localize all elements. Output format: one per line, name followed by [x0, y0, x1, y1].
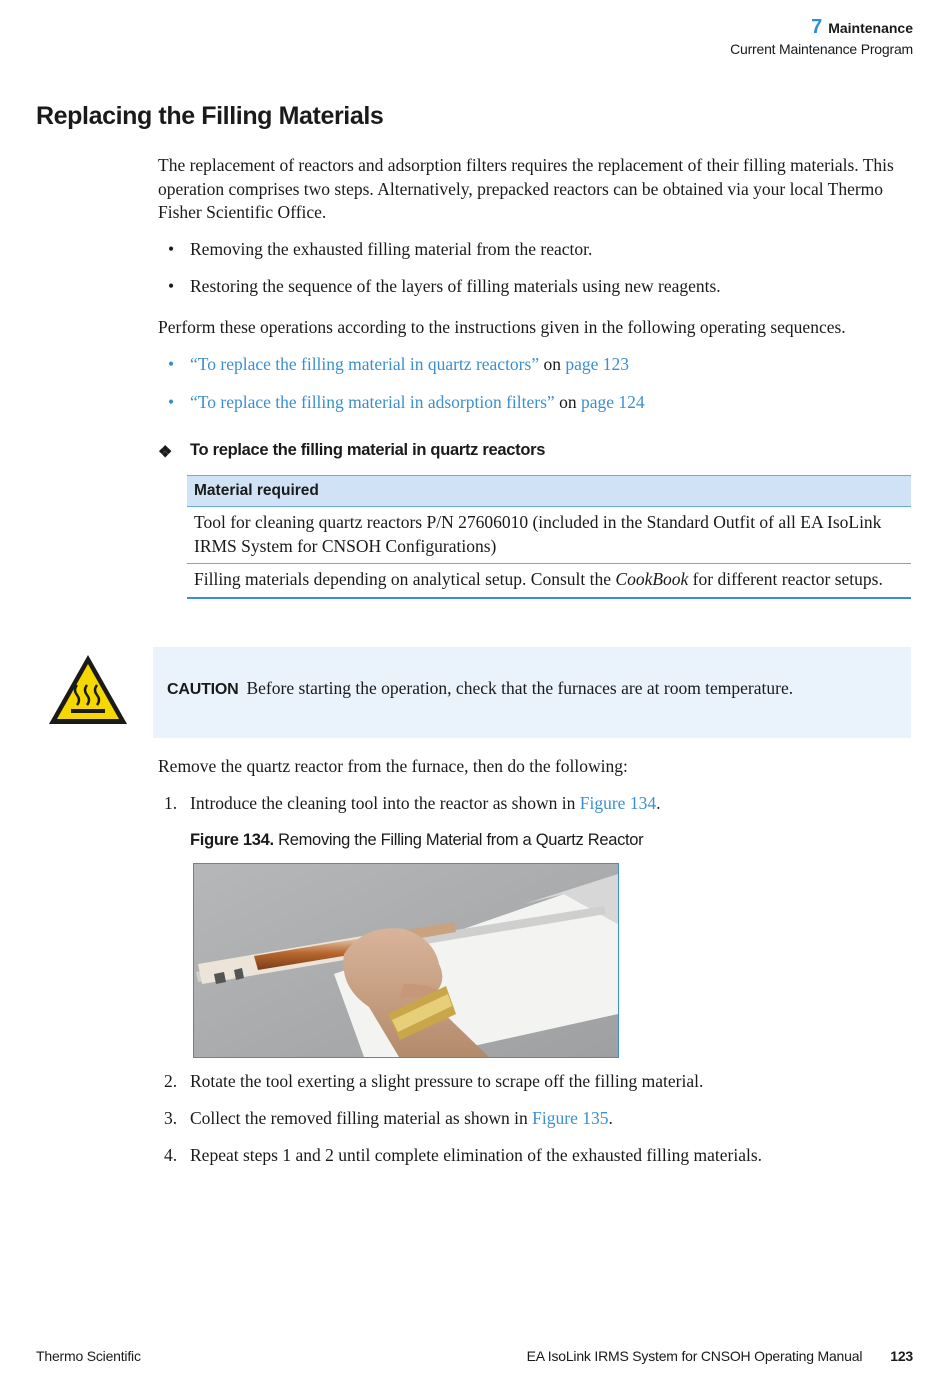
link-page-124[interactable]: page 124 [580, 392, 645, 412]
diamond-bullet-icon: ❖ [158, 444, 173, 461]
link-adsorption-filters[interactable]: “To replace the filling material in adsorption filters” [190, 392, 555, 412]
bullet-icon: • [168, 239, 175, 259]
link-page-123[interactable]: page 123 [565, 354, 630, 374]
table-row: Filling materials depending on analytical setup. Consult the CookBook for different reactor setups. [187, 564, 911, 598]
bullet-icon: • [168, 392, 175, 412]
figure-caption: Figure 134. Removing the Filling Material from a Quartz Reactor [190, 831, 644, 849]
link-figure-135[interactable]: Figure 135 [532, 1108, 609, 1128]
material-table [187, 475, 911, 599]
chapter-title: Maintenance [828, 20, 913, 36]
table-row: Tool for cleaning quartz reactors P/N 27606010 (included in the Standard Outfit of all EA IsoLink IRMS System for CNSOH Configurations) [187, 507, 911, 564]
section-title: Current Maintenance Program [730, 41, 913, 57]
intro-paragraph: The replacement of reactors and adsorption filters requires the replacement of their filling materials. This operation comprises two steps. Alternatively, prepacked reactors can be obtained via your local Thermo Fisher Scientific Office. [158, 155, 894, 222]
table-header: Material required [187, 476, 911, 507]
hot-surface-warning-icon [47, 653, 129, 727]
reactor-photo [193, 863, 619, 1058]
remove-paragraph: Remove the quartz reactor from the furnace, then do the following: [158, 756, 628, 776]
footer-manual: EA IsoLink IRMS System for CNSOH Operating Manual 123 [526, 1348, 913, 1364]
bullet-icon: • [168, 276, 175, 296]
perform-paragraph: Perform these operations according to the instructions given in the following operating sequences. [158, 317, 846, 337]
bullet-icon: • [168, 354, 175, 374]
page-number: 123 [890, 1348, 913, 1364]
link-quartz-reactors[interactable]: “To replace the filling material in quartz reactors” [190, 354, 540, 374]
caution-label: CAUTION [167, 681, 239, 698]
chapter-number: 7 [811, 16, 823, 38]
running-header [730, 16, 913, 57]
footer-publisher: Thermo Scientific [36, 1348, 141, 1364]
link-figure-134[interactable]: Figure 134 [579, 793, 657, 813]
caution-message: CAUTION Before starting the operation, check that the furnaces are at room temperature. [167, 678, 794, 698]
page-title: Replacing the Filling Materials [36, 102, 384, 130]
